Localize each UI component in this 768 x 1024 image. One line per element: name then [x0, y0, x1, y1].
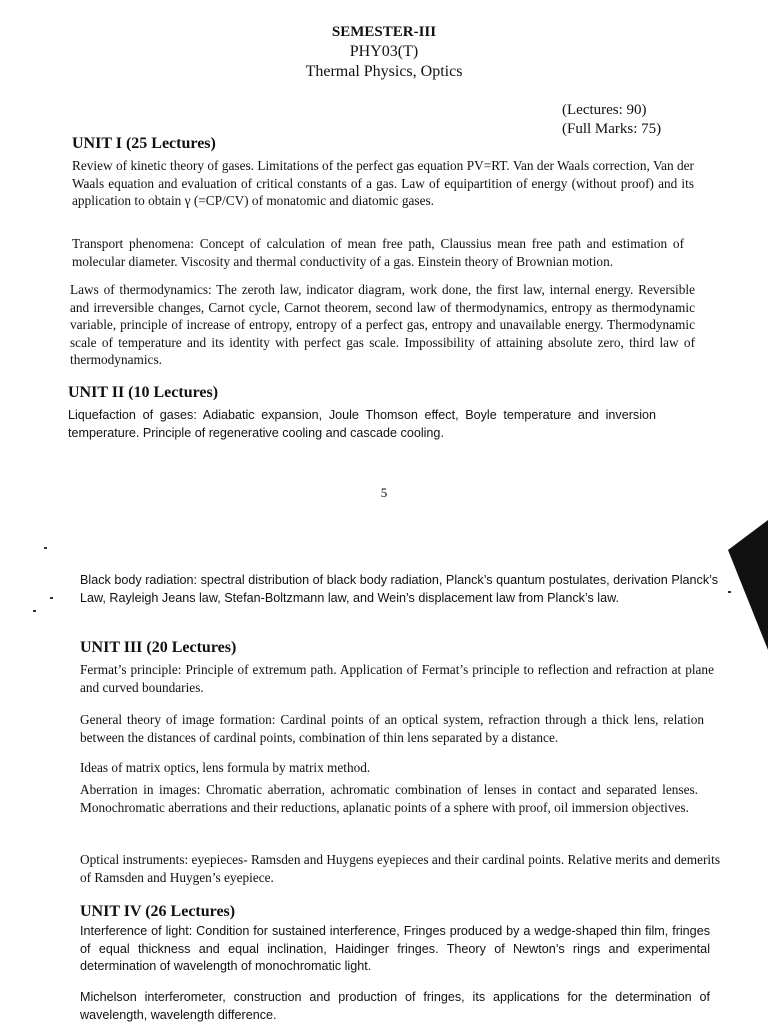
unit-1-paragraph-2: Transport phenomena: Concept of calculation of mean free path, Claussius mean free path and estimation of molecular diameter. Viscosity and thermal conductivity of a gas. Einstein theory of Brownian motion.	[72, 236, 684, 269]
unit-3-paragraph-1: Fermat’s principle: Principle of extremum path. Application of Fermat’s principle to reflection and refraction at plane and curved boundaries.	[80, 662, 714, 695]
scan-speck	[50, 597, 53, 599]
black-body-paragraph: Black body radiation: spectral distribution of black body radiation, Planck’s quantum postulates, derivation Planck’s Law, Rayleigh Jeans law, Stefan-Boltzmann law, and Wein’s displacement law from Planck’s law.	[80, 573, 718, 605]
full-marks: (Full Marks: 75)	[562, 121, 662, 137]
unit-3-paragraph-3: Ideas of matrix optics, lens formula by matrix method.	[80, 760, 371, 775]
unit-4-paragraph-2: Michelson interferometer, construction and production of fringes, its applications for the determination of wavelength, wavelength difference.	[80, 990, 710, 1022]
unit-3-paragraph-4: Aberration in images: Chromatic aberration, achromatic combination of lenses in contact and separated lenses. Monochromatic aberrations and their reductions, aplanatic points of a sphere with proof, oil immersion objectives.	[80, 782, 698, 815]
unit-1-heading: UNIT I (25 Lectures)	[72, 135, 216, 152]
unit-1-paragraph-3: Laws of thermodynamics: The zeroth law, indicator diagram, work done, the first law, internal energy. Reversible and irreversible changes, Carnot cycle, Carnot theorem, second law of thermodynamics, entropy as thermodynamic variable, principle of increase of entropy, entropy of a perfect gas, entropy and unavailable energy. Thermodynamic scale of temperature and its identity with perfect gas scale. Impossibility of attaining absolute zero, third law of thermodynamics.	[70, 282, 695, 367]
unit-2-paragraph-1: Liquefaction of gases: Adiabatic expansion, Joule Thomson effect, Boyle temperature and inversion temperature. Principle of regenerative cooling and cascade cooling.	[68, 408, 656, 440]
course-code: PHY03(T)	[349, 43, 419, 60]
unit-3-paragraph-5: Optical instruments: eyepieces- Ramsden and Huygens eyepieces and their cardinal points. Relative merits and demerits of Ramsden and Huygen’s eyepiece.	[80, 852, 720, 885]
unit-3-heading: UNIT III (20 Lectures)	[80, 639, 237, 656]
unit-3-paragraph-2: General theory of image formation: Cardinal points of an optical system, refraction through a thick lens, relation between the distances of cardinal points, combination of thin lens separated by a distance.	[80, 712, 704, 745]
unit-2-heading: UNIT II (10 Lectures)	[68, 384, 219, 401]
semester-label: SEMESTER-III	[331, 24, 437, 40]
page-bottom	[0, 540, 768, 1024]
scan-speck	[44, 547, 47, 549]
lectures-info	[562, 101, 661, 139]
course-title: Thermal Physics, Optics	[305, 63, 463, 80]
scan-speck	[728, 591, 731, 593]
total-lectures: (Lectures: 90)	[562, 102, 647, 118]
unit-1-paragraph-1: Review of kinetic theory of gases. Limitations of the perfect gas equation PV=RT. Van der Waals correction, Van der Waals equation and evaluation of critical constants of a gas. Law of equipartition of energy (without proof) and its application to obtain γ (=CP/CV) of monatomic and diatomic gases.	[72, 158, 694, 208]
scan-speck	[33, 610, 36, 612]
scan-shadow-edge	[708, 520, 768, 650]
unit-4-paragraph-1: Interference of light: Condition for sustained interference, Fringes produced by a wedge-shaped thin film, fringes of equal thickness and equal inclination, Haidinger fringes. Theory of Newton’s rings and experimental determination of wavelength of monochromatic light.	[80, 924, 710, 973]
unit-4-heading: UNIT IV (26 Lectures)	[80, 903, 236, 920]
page-number: 5	[380, 485, 388, 500]
